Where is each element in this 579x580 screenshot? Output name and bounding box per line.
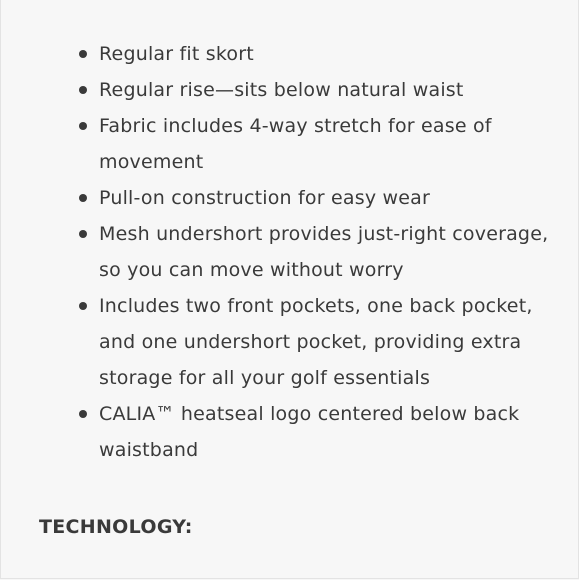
feature-item-logo xyxy=(99,396,559,468)
bullet-icon xyxy=(79,122,87,130)
feature-text: Includes two front pockets, one back pocket, and one undershort pocket, providing extra storage for all your golf essentials xyxy=(99,295,533,389)
feature-item-construction xyxy=(99,180,559,216)
bullet-icon xyxy=(79,194,87,202)
feature-item-undershort xyxy=(99,216,559,288)
bullet-icon xyxy=(79,50,87,58)
feature-text: Regular fit skort xyxy=(99,43,254,65)
feature-text: Mesh undershort provides just-right coverage, so you can move without worry xyxy=(99,223,549,281)
feature-item-rise xyxy=(99,72,559,108)
bullet-icon xyxy=(79,410,87,418)
feature-list xyxy=(99,36,559,468)
feature-item-fit xyxy=(99,36,559,72)
feature-item-fabric xyxy=(99,108,559,180)
feature-text: Fabric includes 4-way stretch for ease of movement xyxy=(99,115,492,173)
bullet-icon xyxy=(79,302,87,310)
technology-heading: TECHNOLOGY: xyxy=(39,516,193,538)
feature-item-pockets xyxy=(99,288,559,396)
feature-text: Regular rise—sits below natural waist xyxy=(99,79,464,101)
bullet-icon xyxy=(79,86,87,94)
feature-text: CALIA™ heatseal logo centered below back waistband xyxy=(99,403,520,461)
bullet-icon xyxy=(79,230,87,238)
feature-text: Pull-on construction for easy wear xyxy=(99,187,430,209)
